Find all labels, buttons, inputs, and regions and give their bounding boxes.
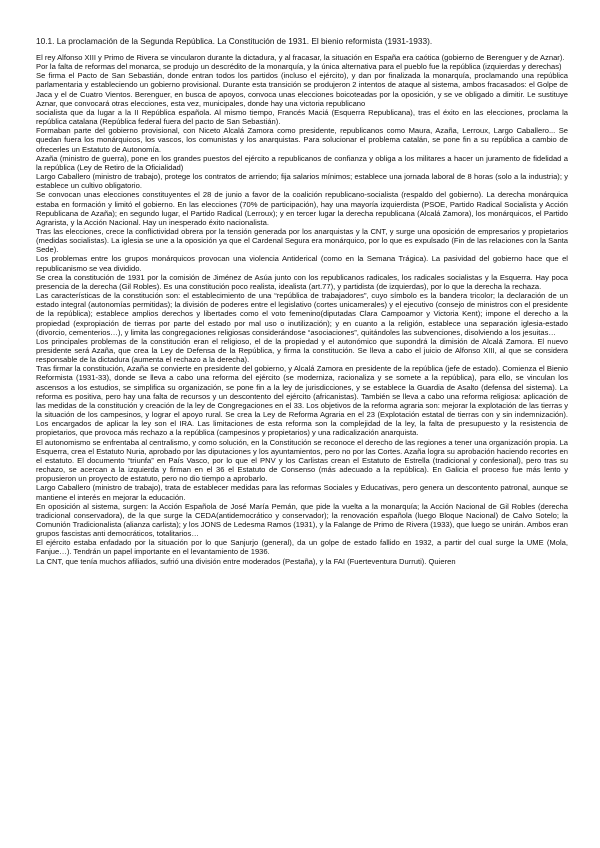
paragraph-4: socialista que da lugar a la II República española. Al mismo tiempo, Francés Maciá (Esquerra Republicana), tras el éxito en las elecciones, proclama la república catalana (República federal fuera del pacto de San Sebastián).	[36, 107, 568, 127]
paragraph-18: El ejército estaba enfadado por la situación por lo que Sanjurjo (general), da un golpe de estado fallido en 1932, a partir del cual surge la UME (Mola, Fanjue…). Tendrán un papel importante en el levantamiento de 1936.	[36, 538, 568, 557]
paragraph-5: Formaban parte del gobierno provisional, con Niceto Alcalá Zamora como presidente, republicanos como Maura, Azaña, Lerroux, Largo Caballero... Se quedan fuera los monárquicos, los vascos, los comunistas y los anarquistas. Para solucionar el problema catalán, se pone fin a su república a cambio de ofrecerles un Estatuto de Autonomía.	[36, 126, 568, 154]
document-body	[36, 53, 568, 566]
paragraph-1: El rey Alfonso XIII y Primo de Rivera se vincularon durante la dictadura, y al fracasar, la situación en España era caótica (gobierno de Berenguer y de Aznar).	[36, 53, 565, 62]
paragraph-8: Se convocan unas elecciones constituyentes el 28 de junio a favor de la coalición republicano-socialista (respaldo del gobierno). La derecha monárquica estaba en formación y limitó el gobierno. En las elecciones (70% de participación), hay una mayoría izquierdista (PSOE, Partido Radical Socialista y Acción Republicana de Azaña); en segundo lugar, el Partido Radical (Lerroux); y en tercer lugar la derecha republicana (Alcalá Zamora), los monárquicos, el Partido Agrarista, y la Acción Nacional. Hay un inesperado éxito nacionalista.	[36, 190, 568, 227]
paragraph-19: La CNT, que tenía muchos afiliados, sufrió una división entre moderados (Pestaña), y la FAI (Fuerteventura Durruti). Quieren	[36, 556, 456, 566]
paragraph-2: Por la falta de reformas del monarca, se produjo un descrédito de la monarquía, y la única alternativa para el pueblo fue la república (izquierdas y derechas)	[36, 62, 562, 72]
document-page	[36, 36, 568, 566]
paragraph-13: Los principales problemas de la constitución eran el religioso, el de la propiedad y el autonómico que supondrá la dimisión de Alcalá Zamora. El nuevo presidente será Azaña, que crea la Ley de Defensa de la República, y firma la constitución. Se lleva a cabo el juicio de Alfonso XIII, al que se considera responsable de la dictadura (aumenta el rechazo a la derecha).	[36, 336, 568, 365]
document-title: 10.1. La proclamación de la Segunda República. La Constitución de 1931. El bienio reformista (1931-1933).	[36, 36, 433, 46]
paragraph-17: En oposición al sistema, surgen: la Acción Española de José María Pemán, que pide la vuelta a la monarquía; la Acción Nacional de Gil Robles (derecha tradicional conservadora), de la que surge la CEDA(antidemocrático y conservador); la renovación española (luego Bloque Nacional) de Calvo Sotelo; la Comunión Tradicionalista (alianza carlista); y los JONS de Ledesma Ramos (1931), y la Falange de Primo de Rivera (1933), que luego se unirán. Ambos eran grupos fascistas anti democráticos, totalitarios…	[36, 501, 568, 539]
paragraph-6: Azaña (ministro de guerra), pone en los grandes puestos del ejército a republicanos de confianza y obliga a los militares a hacer un juramento de fidelidad a la república (Ley de Retiro de la Oficialidad)	[36, 153, 568, 172]
paragraph-11: Se crea la constitución de 1931 por la comisión de Jiménez de Asúa junto con los republicanos radicales, los radicales socialistas y la Esquerra. Hay poca presencia de la derecha (Gil Robles). Es una constitución poco realista, idealista (art.77), y partidista (de izquierdas), por lo que la derecha la rechaza.	[36, 272, 568, 291]
paragraph-15: El autonomismo se enfrentaba al centralismo, y como solución, en la Constitución se reconoce el derecho de las regiones a tener una organización propia. La Esquerra, crea el Estatuto Nuria, aprobado por las diputaciones y los ayuntamientos, pero no por las Cortes. Azaña logra su aprobación haciendo recortes en el estatuto. El documento “triunfa” en País Vasco, por lo que el PNV y los Carlistas crean el Estatuto de Estrella (tradicional y confesional), pero tras su rechazo, se acercan a la izquierda y firman en el 36 el Estatuto de Consenso (más adecuado a la república). En Galicia el proceso fue más lento y propusieron un proyecto de estatuto, pero no dio tiempo a aprobarlo.	[36, 437, 568, 484]
paragraph-7: Largo Caballero (ministro de trabajo), protege los contratos de arriendo; fija salarios mínimos; establece una jornada laboral de 8 horas (solo a la industria); y establece un cultivo obligatorio.	[36, 172, 568, 191]
paragraph-16: Largo Caballero (ministro de trabajo), trata de establecer medidas para las reformas Sociales y Educativas, pero genera un descontento patronal, aunque se mantiene el interés en mejorar la educación.	[36, 483, 568, 502]
paragraph-3: Se firma el Pacto de San Sebastián, donde entran todos los partidos (incluso el ejército), y dan por finalizada la monarquía, proclamando una república parlamentaria y estableciendo un gobierno provisional. Durante esta transición se produjeron 2 intentos de ataque al sistema, ambos fracasados: el Golpe de Jaca y el de Cuatro Vientos. Berenguer, en busca de apoyos, convoca unas elecciones boicoteadas por la oposición, y se ve obligado a dimitir. Le sustituye Aznar, que convocará otras elecciones, esta vez, municipales, donde hay una victoria republicano	[36, 71, 568, 108]
paragraph-12: Las características de la constitución son: el establecimiento de una “república de trabajadores”, cuyo símbolo es la bandera tricolor; la declaración de un estado integral (autonomías permitidas); la división de poderes entre el legislativo (cortes unicamerales) y el ejecutivo (consejo de ministros con el presidente de la república); establece amplios derechos y libertades como el voto femenino(diputadas Clara Campoamor y Victoria Kent); impone el derecho a la propiedad (expropiación de tierras por parte del estado por mal uso o inutilización); y en cuanto a la religión, establece una separación iglesia-estado (divorcio, cementerios…), y limita las congregaciones religiosas considerándose “asociaciones”, quitándoles las subvenciones, disolviendo a los jesuitas…	[36, 291, 568, 337]
paragraph-10: Los problemas entre los grupos monárquicos provocan una violencia Antiderical (como en la Semana Trágica). La pasividad del gobierno hace que el republicanismo se vea dividido.	[36, 254, 568, 273]
paragraph-14: Tras firmar la constitución, Azaña se convierte en presidente del gobierno, y Alcalá Zamora en presidente de la república (jefe de estado). Comienza el Bienio Reformista (1931-33), donde se lleva a cabo una reforma del ejército (se moderniza, racionaliza y se somete a la república), para ello, se vinculan los ascensos a los estudios, se simplifica su organización, se pone fin a la ley de jurisdicciones, y se establece la Guardia de Asalto (defensa del sistema). La reforma es positiva, pero hay una falta de recursos y un descontento del ejército (africanistas). También se lleva a cabo una reforma religiosa: aplicación de las medidas de la constitución y creación de la ley de Congregaciones en el 33. Los objetivos de la reforma agraria son: mejorar la explotación de las tierras y la situación de los campesinos, y lograr el apoyo rural. Se crea la Ley de Reforma Agraria en el 23 (Explotación estatal de tierras con y sin indemnización). Los encargados de aplicar la ley son el IRA. Las limitaciones de esta reforma son la complejidad de la ley, la falta de presupuesto y la resistencia de propietarios, que provoca más rechazo a la república (campesinos y propietarios) y una radicalización anarquista.	[36, 364, 568, 438]
paragraph-9: Tras las elecciones, crece la conflictividad obrera por la tensión generada por los anarquistas y la CNT, y surge una oposición de empresarios y propietarios (medidas socialistas). La iglesia se une a la oposición ya que el Cardenal Segura era monárquico, por lo que es expulsado (Fin de las relaciones con la Santa Sede).	[36, 226, 568, 255]
